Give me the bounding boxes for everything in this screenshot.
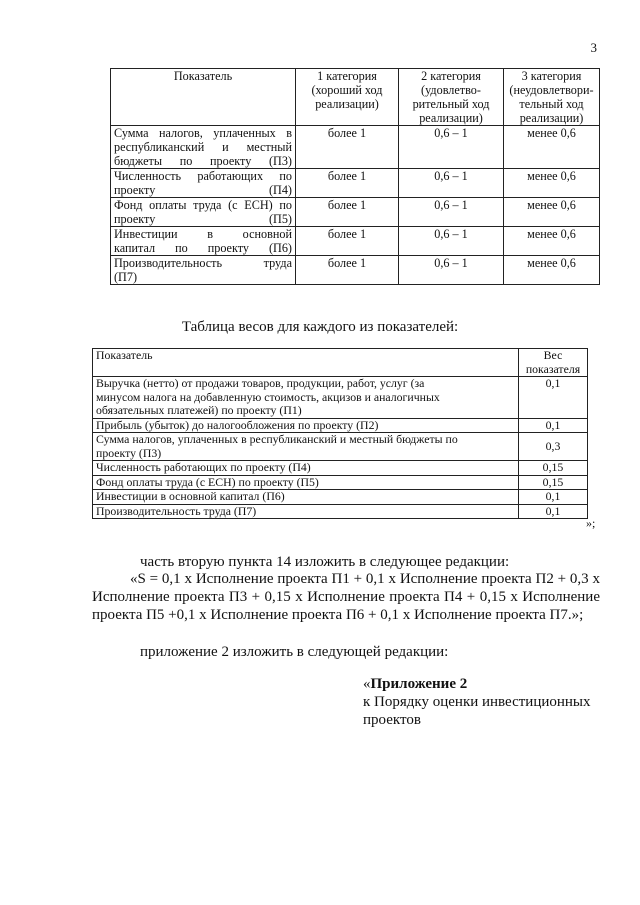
category-2-cell: 0,6 – 1 xyxy=(399,256,504,285)
indicator-cell: Сумма налогов, уплаченных в республиканский и местный бюджеты по проекту (П3) xyxy=(93,433,519,461)
category-1-cell: более 1 xyxy=(296,256,399,285)
header-indicator: Показатель xyxy=(111,69,296,126)
weights-table-caption: Таблица весов для каждого из показателей: xyxy=(181,319,459,335)
table-row xyxy=(93,418,588,433)
category-3-cell: менее 0,6 xyxy=(504,256,600,285)
header-indicator: Показатель xyxy=(93,349,519,377)
appendix-heading xyxy=(363,675,591,729)
table-row xyxy=(111,227,600,256)
table-row xyxy=(93,475,588,490)
weight-cell: 0,1 xyxy=(519,504,588,519)
table-row xyxy=(93,433,588,461)
table-row xyxy=(111,198,600,227)
appendix-title: Приложение 2 xyxy=(370,676,468,692)
appendix-quote: « xyxy=(363,676,371,692)
appendix-line-1: к Порядку оценки инвестиционных xyxy=(363,694,591,710)
weight-cell: 0,15 xyxy=(519,461,588,476)
category-1-cell: более 1 xyxy=(296,198,399,227)
indicator-cell: Численность работающих по проекту (П4) xyxy=(111,169,296,198)
indicator-cell: Инвестиции в основной капитал (П6) xyxy=(93,490,519,505)
indicator-cell: Инвестиции в основной капитал по проекту (П6) xyxy=(111,227,296,256)
weight-cell: 0,1 xyxy=(519,377,588,419)
indicator-cell: Производительность труда (П7) xyxy=(111,256,296,285)
indicator-cell: Сумма налогов, уплаченных в республиканский и местный бюджеты по проекту (П3) xyxy=(111,126,296,169)
category-2-cell: 0,6 – 1 xyxy=(399,227,504,256)
category-2-cell: 0,6 – 1 xyxy=(399,126,504,169)
table-row xyxy=(93,461,588,476)
weight-cell: 0,3 xyxy=(519,433,588,461)
indicator-cell: Численность работающих по проекту (П4) xyxy=(93,461,519,476)
category-table xyxy=(110,68,600,285)
indicator-cell: Производительность труда (П7) xyxy=(93,504,519,519)
table-row xyxy=(111,169,600,198)
weight-cell: 0,15 xyxy=(519,475,588,490)
category-2-cell: 0,6 – 1 xyxy=(399,198,504,227)
category-1-cell: более 1 xyxy=(296,227,399,256)
table-row xyxy=(93,504,588,519)
appendix-line-2: проектов xyxy=(363,712,421,728)
category-1-cell: более 1 xyxy=(296,169,399,198)
formula-paragraph: «S = 0,1 x Исполнение проекта П1 + 0,1 x Исполнение проекта П2 + 0,3 x Исполнение проекта П3 + 0,15 x Исполнение проекта П4 + 0,15 x Исполнение проекта П5 +0,1 x Исполнение проекта П6 + 0,1 x Исполнение проекта П7.»; xyxy=(92,571,600,623)
weights-table-header xyxy=(93,349,588,377)
weight-cell: 0,1 xyxy=(519,418,588,433)
header-category-2: 2 категория (удовлетво- рительный ход реализации) xyxy=(399,69,504,126)
category-1-cell: более 1 xyxy=(296,126,399,169)
category-3-cell: менее 0,6 xyxy=(504,198,600,227)
indicator-cell: Фонд оплаты труда (с ЕСН) по проекту (П5) xyxy=(93,475,519,490)
paragraph-part-two: часть вторую пункта 14 изложить в следующее редакции: xyxy=(140,554,510,570)
table-row xyxy=(93,377,588,419)
page-number: 3 xyxy=(590,40,597,55)
category-3-cell: менее 0,6 xyxy=(504,169,600,198)
indicator-cell: Фонд оплаты труда (с ЕСН) по проекту (П5) xyxy=(111,198,296,227)
paragraph-appendix-intro: приложение 2 изложить в следующей редакции: xyxy=(140,644,449,660)
table-row xyxy=(111,256,600,285)
header-category-3: 3 категория (неудовлетвори- тельный ход реализации) xyxy=(504,69,600,126)
closing-quote: »; xyxy=(586,516,596,530)
header-category-1: 1 категория (хороший ход реализации) xyxy=(296,69,399,126)
category-table-header xyxy=(111,69,600,126)
category-3-cell: менее 0,6 xyxy=(504,126,600,169)
category-2-cell: 0,6 – 1 xyxy=(399,169,504,198)
table-row xyxy=(93,490,588,505)
indicator-cell: Выручка (нетто) от продажи товаров, продукции, работ, услуг (за минусом налога на добавленную стоимость, акцизов и аналогичных обязательных платежей) по проекту (П1) xyxy=(93,377,519,419)
weight-cell: 0,1 xyxy=(519,490,588,505)
category-3-cell: менее 0,6 xyxy=(504,227,600,256)
header-weight: Вес показателя xyxy=(519,349,588,377)
table-row xyxy=(111,126,600,169)
indicator-cell: Прибыль (убыток) до налогообложения по проекту (П2) xyxy=(93,418,519,433)
weights-table xyxy=(92,348,588,519)
